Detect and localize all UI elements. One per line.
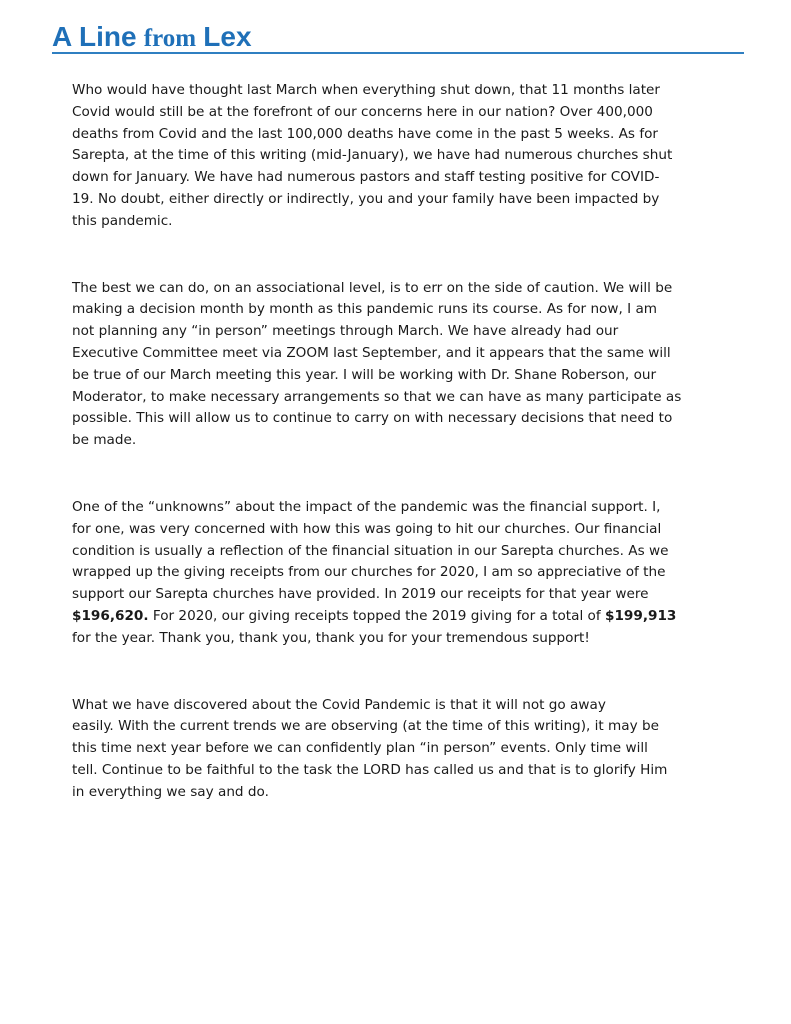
text-line: support our Sarepta churches have provided. In 2019 our receipts for that year were: [72, 586, 649, 603]
text-line: condition is usually a reflection of the financial situation in our Sarepta churches. As we: [72, 542, 669, 559]
text-line: possible. This will allow us to continue to carry on with necessary decisions that need to: [72, 410, 673, 427]
page-title: [52, 20, 252, 56]
text-line: 19. No doubt, either directly or indirectly, you and your family have been impacted by: [72, 190, 660, 207]
text-line: making a decision month by month as this pandemic runs its course. As for now, I am: [72, 301, 658, 318]
text-line: be made.: [72, 432, 137, 449]
text-line: Sarepta, at the time of this writing (mid-January), we have had numerous churches shut: [72, 147, 673, 164]
receipts-2019-amount: $196,620.: [72, 607, 149, 624]
text-line: in everything we say and do.: [72, 783, 269, 800]
text-line: Who would have thought last March when everything shut down, that 11 months later: [72, 82, 660, 98]
text-line: wrapped up the giving receipts from our churches for 2020, I am so appreciative of the: [72, 564, 666, 581]
text-line: Covid would still be at the forefront of our concerns here in our nation? Over 400,000: [72, 103, 653, 120]
paragraph-covid-status: [72, 80, 727, 233]
article-body: [72, 80, 727, 849]
text-line: down for January. We have had numerous pastors and staff testing positive for COVID-: [72, 169, 660, 186]
paragraph-meetings: [72, 278, 727, 452]
text-line: easily. With the current trends we are observing (at the time of this writing), it may be: [72, 718, 659, 735]
text-line: not planning any “in person” meetings through March. We have already had our: [72, 323, 619, 340]
receipts-2020-amount: $199,913: [604, 607, 677, 624]
text-line: Executive Committee meet via ZOOM last September, and it appears that the same will: [72, 344, 671, 361]
title-underline-rule: [52, 52, 744, 54]
text-line: for the year. Thank you, thank you, thank you for your tremendous support!: [72, 629, 590, 646]
page-header: [52, 20, 744, 56]
text-line: this time next year before we can confidently plan “in person” events. Only time will: [72, 740, 648, 757]
text-line: The best we can do, on an associational level, is to err on the side of caution. We will be: [72, 279, 673, 296]
text-line: One of the “unknowns” about the impact of the pandemic was the financial support. I,: [72, 498, 661, 515]
text-line: for one, was very concerned with how this was going to hit our churches. Our financial: [72, 520, 662, 537]
paragraph-outlook: [72, 695, 727, 804]
text-segment: For 2020, our giving receipts topped the 2019 giving for a total of: [148, 607, 605, 624]
title-word-from: from: [143, 25, 197, 52]
text-line: deaths from Covid and the last 100,000 deaths have come in the past 5 weeks. As for: [72, 125, 659, 142]
text-line: tell. Continue to be faithful to the task the LORD has called us and that is to glorify Him: [72, 761, 668, 778]
text-line: What we have discovered about the Covid Pandemic is that it will not go away: [72, 696, 606, 713]
text-line-amounts: [72, 606, 727, 628]
title-word-lex: Lex: [203, 21, 252, 52]
title-word-a-line: A Line: [52, 21, 137, 52]
text-line: this pandemic.: [72, 212, 173, 229]
text-line: be true of our March meeting this year. I will be working with Dr. Shane Roberson, our: [72, 366, 657, 383]
paragraph-financial-support: [72, 497, 727, 650]
text-line: Moderator, to make necessary arrangements so that we can have as many participate as: [72, 388, 682, 405]
